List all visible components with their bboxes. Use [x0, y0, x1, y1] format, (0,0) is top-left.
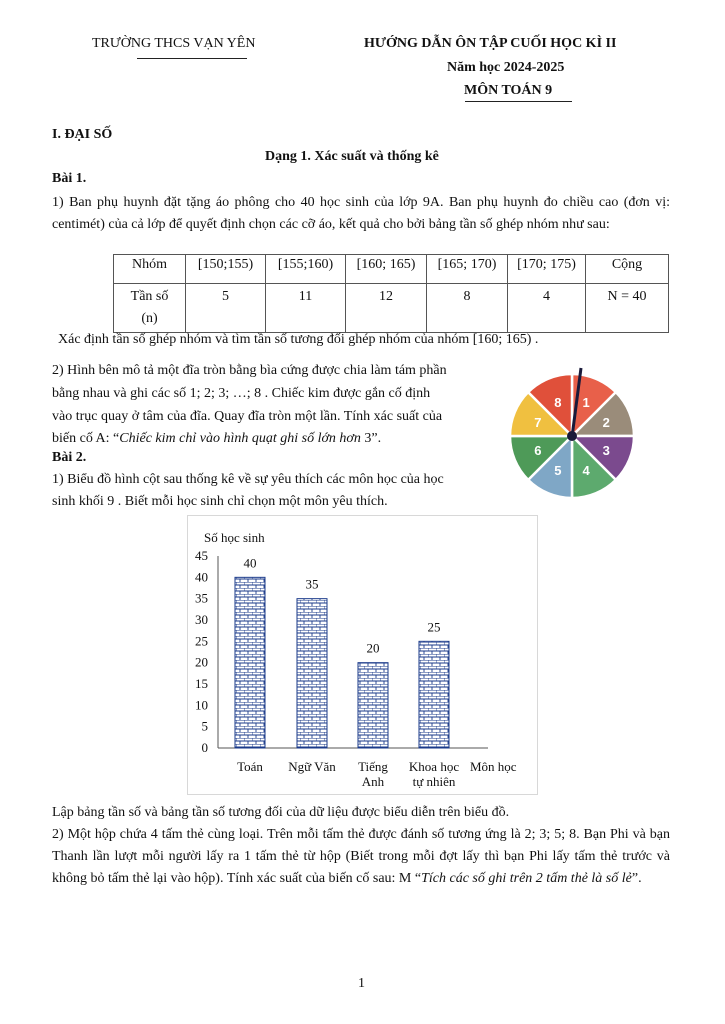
x-tick-label: Anh — [361, 774, 385, 789]
y-tick-label: 35 — [195, 590, 208, 606]
bar — [419, 641, 449, 748]
x-tick-label: Toán — [237, 759, 263, 774]
school-year: Năm học 2024-2025 — [447, 60, 565, 75]
table-cell-frequency: 4 — [508, 284, 586, 333]
wheel-sector-label: 8 — [554, 394, 562, 410]
document-title: HƯỚNG DẪN ÔN TẬP CUỐI HỌC KÌ II — [364, 36, 617, 51]
chart-ylabel: Số học sinh — [204, 530, 265, 545]
school-underline — [137, 58, 247, 59]
subject-title: MÔN TOÁN 9 — [464, 83, 553, 98]
table-header-group: Nhóm — [114, 255, 186, 284]
frequency-table — [113, 254, 669, 333]
wheel-sector-label: 1 — [582, 394, 590, 410]
event-a-prefix: biến cố A: “ — [52, 431, 120, 446]
table-cell-group: [165; 170) — [427, 255, 508, 284]
bai2-title: Bài 2. — [52, 450, 87, 465]
table-row — [114, 255, 669, 284]
bai1-question-1: Xác định tần số ghép nhóm và tìm tần số tương đối ghép nhóm của nhóm [160; 165) . — [58, 332, 539, 347]
wheel-sector-label: 4 — [582, 463, 590, 479]
event-m-text: Tích các số ghi trên 2 tấm thẻ là số lẻ — [421, 871, 632, 886]
y-tick-label: 10 — [195, 697, 208, 713]
bar — [297, 599, 327, 748]
event-m-suffix: ”. — [631, 871, 642, 886]
bar-value-label: 20 — [366, 640, 380, 656]
table-cell-frequency: 8 — [427, 284, 508, 333]
school-name: TRƯỜNG THCS VẠN YÊN — [92, 36, 256, 51]
spinner-wheel — [505, 362, 645, 512]
x-tick-label: Tiếng — [358, 759, 388, 774]
bai1-paragraph-2a: 2) Hình bên mô tả một đĩa tròn bằng bìa cứng được chia làm tám phần — [52, 363, 447, 378]
bai1-paragraph-1: 1) Ban phụ huynh đặt tặng áo phông cho 40 học sinh của lớp 9A. Ban phụ huynh đo chiều cao (đơn vị: centimét) của cả lớp để quyết định chọn các cỡ áo, kết quả cho bởi bảng tần số ghép nhóm như sau: — [52, 195, 670, 232]
bar — [235, 577, 265, 748]
y-tick-label: 30 — [195, 612, 208, 627]
bai1-paragraph-2b: bằng nhau và ghi các số 1; 2; 3; …; 8 . Chiếc kim được gắn cố định — [52, 386, 431, 401]
table-cell-group: [160; 165) — [346, 255, 427, 284]
table-cell-group: [155;160) — [266, 255, 346, 284]
y-ticks — [195, 548, 208, 755]
bai2-paragraph-1a: 1) Biểu đồ hình cột sau thống kê về sự yêu thích các môn học của học — [52, 472, 444, 487]
frequency-label-n: (n) — [141, 311, 158, 326]
x-tick-label: tự nhiên — [412, 774, 456, 789]
x-tick-label: Khoa học — [408, 759, 460, 774]
type-heading: Dạng 1. Xác suất và thống kê — [265, 149, 439, 164]
table-cell-frequency: 11 — [266, 284, 346, 333]
table-cell-frequency: 12 — [346, 284, 427, 333]
table-header-total: Cộng — [586, 255, 669, 284]
table-cell-group: [150;155) — [186, 255, 266, 284]
bars — [235, 555, 449, 748]
table-row — [114, 284, 669, 333]
bar-value-label: 35 — [305, 576, 319, 592]
y-tick-label: 0 — [201, 740, 208, 755]
page-number: 1 — [358, 976, 365, 991]
bai1-paragraph-2d — [52, 428, 381, 450]
bai2-p2-text: 2) Một hộp chứa 4 tấm thẻ cùng loại. Trên mỗi tấm thẻ được đánh số tương ứng là 2; 3; 5; 8. Bạn Phi và bạn Thanh lần lượt mỗi người lấy ra 1 tấm thẻ từ hộp (Biết trong mỗi đợt lấy thì bạn Phi lấy tấm thẻ trước và không bỏ tấm thẻ lại vào hộp). Tính xác suất của biến cố sau: M “ — [52, 827, 670, 886]
bar-chart — [188, 516, 539, 796]
bai1-title: Bài 1. — [52, 171, 87, 186]
chart-xlabel: Môn học — [470, 759, 517, 774]
bai2-paragraph-2 — [52, 824, 670, 890]
y-tick-label: 40 — [195, 569, 208, 585]
table-cell-group: [170; 175) — [508, 255, 586, 284]
y-tick-label: 5 — [201, 718, 208, 734]
y-tick-label: 15 — [195, 676, 208, 691]
bai2-paragraph-1b: sinh khối 9 . Biết mỗi học sinh chỉ chọn một môn yêu thích. — [52, 494, 388, 509]
table-cell-total: N = 40 — [586, 284, 669, 333]
y-tick-label: 45 — [195, 548, 208, 563]
x-labels — [237, 759, 459, 789]
wheel-sector-label: 7 — [534, 414, 542, 430]
section-heading: I. ĐẠI SỐ — [52, 127, 113, 142]
wheel-sector-label: 2 — [602, 414, 610, 430]
event-a-suffix: 3”. — [360, 431, 382, 446]
x-tick-label: Ngữ Văn — [288, 759, 336, 774]
spinner-hub — [567, 431, 577, 441]
chart-frame — [187, 515, 538, 795]
wheel-sector-label: 5 — [554, 463, 562, 479]
frequency-label: Tần số — [130, 289, 169, 304]
event-a-text: Chiếc kim chỉ vào hình quạt ghi số lớn hơn — [119, 431, 361, 446]
bai1-paragraph-2c: vào trục quay ở tâm của đĩa. Quay đĩa tròn một lần. Tính xác suất của — [52, 409, 443, 424]
table-cell-frequency: 5 — [186, 284, 266, 333]
y-tick-label: 20 — [195, 654, 208, 670]
table-header-frequency — [114, 284, 186, 333]
y-tick-label: 25 — [195, 633, 208, 649]
wheel-sector-label: 6 — [534, 443, 542, 459]
bar — [358, 663, 388, 748]
bai2-after-chart: Lập bảng tần số và bảng tần số tương đối của dữ liệu được biểu diễn trên biểu đồ. — [52, 805, 510, 820]
subject-underline — [465, 101, 572, 102]
bar-value-label: 25 — [427, 619, 441, 635]
bar-value-label: 40 — [243, 555, 257, 571]
wheel-sector-label: 3 — [602, 443, 610, 459]
